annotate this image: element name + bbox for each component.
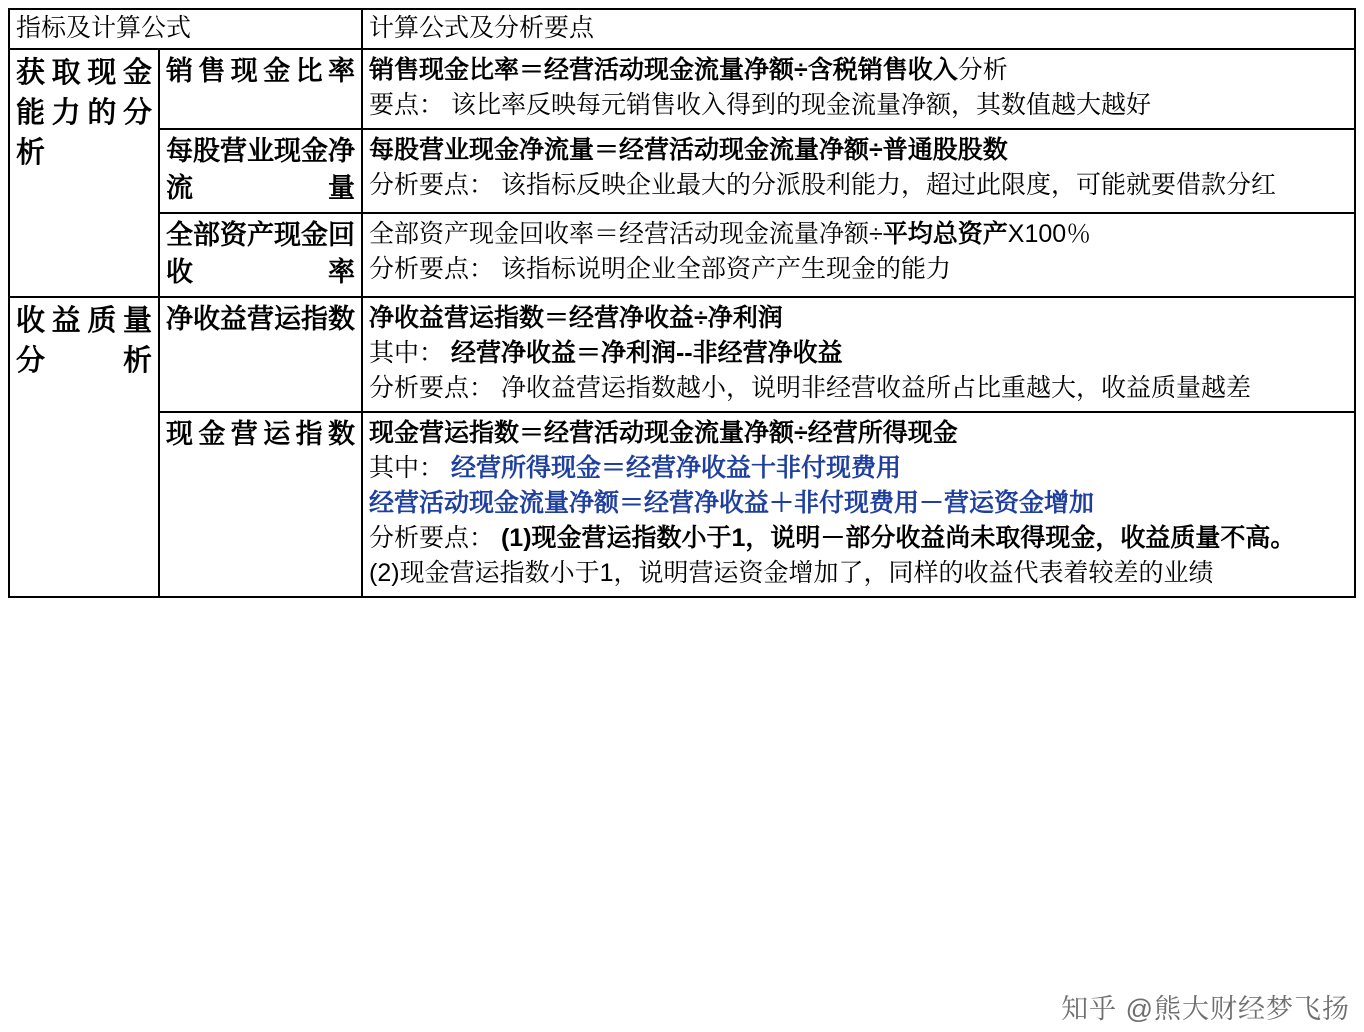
- formula-line: 每股营业现金净流量＝经营活动现金流量净额÷普通股股数: [369, 136, 1008, 164]
- formula-cell-cash-per-share: [362, 129, 1355, 213]
- formula-sub-line: 其中： 经营净收益＝净利润--非经营净收益: [369, 339, 843, 367]
- table-row: [9, 297, 1355, 412]
- watermark: [1061, 987, 1350, 1026]
- header-cell-indicator: 指标及计算公式: [9, 9, 362, 49]
- indicator-label-sales-cash-ratio: 销售现金比率: [159, 49, 362, 129]
- formula-line: 销售现金比率＝经营活动现金流量净额÷含税销售收入分析: [369, 56, 1008, 84]
- group-label-earnings-quality: 收益质量分析: [9, 297, 159, 597]
- analysis-line: 分析要点： 该指标反映企业最大的分派股利能力，超过此限度，可能就要借款分红: [369, 171, 1276, 199]
- table-row: [9, 129, 1355, 213]
- indicator-label-cash-operating-index: 现金营运指数: [159, 412, 362, 597]
- indicator-label-asset-cash-recovery: 全部资产现金回收率: [159, 213, 362, 297]
- table-row: [9, 213, 1355, 297]
- formula-sub-line: 其中： 经营所得现金＝经营净收益十非付现费用: [369, 454, 901, 482]
- formula-line: 全部资产现金回收率＝经营活动现金流量净额÷平均总资产X100％: [369, 220, 1092, 248]
- formula-line: 净收益营运指数＝经营净收益÷净利润: [369, 304, 783, 332]
- watermark-logo: 知乎: [1061, 994, 1118, 1024]
- formula-blue-line: 经营活动现金流量净额＝经营净收益＋非付现费用－营运资金增加: [369, 489, 1095, 517]
- watermark-author: @熊大财经梦飞扬: [1125, 994, 1350, 1024]
- indicator-label-cash-per-share: 每股营业现金净流量: [159, 129, 362, 213]
- analysis-line-2: (2)现金营运指数小于1，说明营运资金增加了，同样的收益代表着较差的业绩: [369, 559, 1214, 587]
- formula-cell-cash-operating-index: [362, 412, 1355, 597]
- group-label-cash-ability: 获取现金能力的分析: [9, 49, 159, 297]
- formula-cell-net-income-operating-index: [362, 297, 1355, 412]
- financial-indicator-table: [8, 8, 1356, 598]
- table: [8, 8, 1356, 598]
- indicator-label-net-income-operating-index: 净收益营运指数: [159, 297, 362, 412]
- formula-line: 现金营运指数＝经营活动现金流量净额÷经营所得现金: [369, 419, 958, 447]
- formula-cell-sales-cash-ratio: [362, 49, 1355, 129]
- header-cell-formula: 计算公式及分析要点: [362, 9, 1355, 49]
- analysis-line: 分析要点： 净收益营运指数越小，说明非经营收益所占比重越大，收益质量越差: [369, 374, 1251, 402]
- analysis-line: 要点： 该比率反映每元销售收入得到的现金流量净额，其数值越大越好: [369, 91, 1151, 119]
- analysis-line: 分析要点： (1)现金营运指数小于1，说明－部分收益尚未取得现金，收益质量不高。: [369, 524, 1296, 552]
- formula-cell-asset-cash-recovery: [362, 213, 1355, 297]
- table-row: [9, 412, 1355, 597]
- table-header-row: [9, 9, 1355, 49]
- analysis-line: 分析要点： 该指标说明企业全部资产产生现金的能力: [369, 255, 951, 283]
- table-row: [9, 49, 1355, 129]
